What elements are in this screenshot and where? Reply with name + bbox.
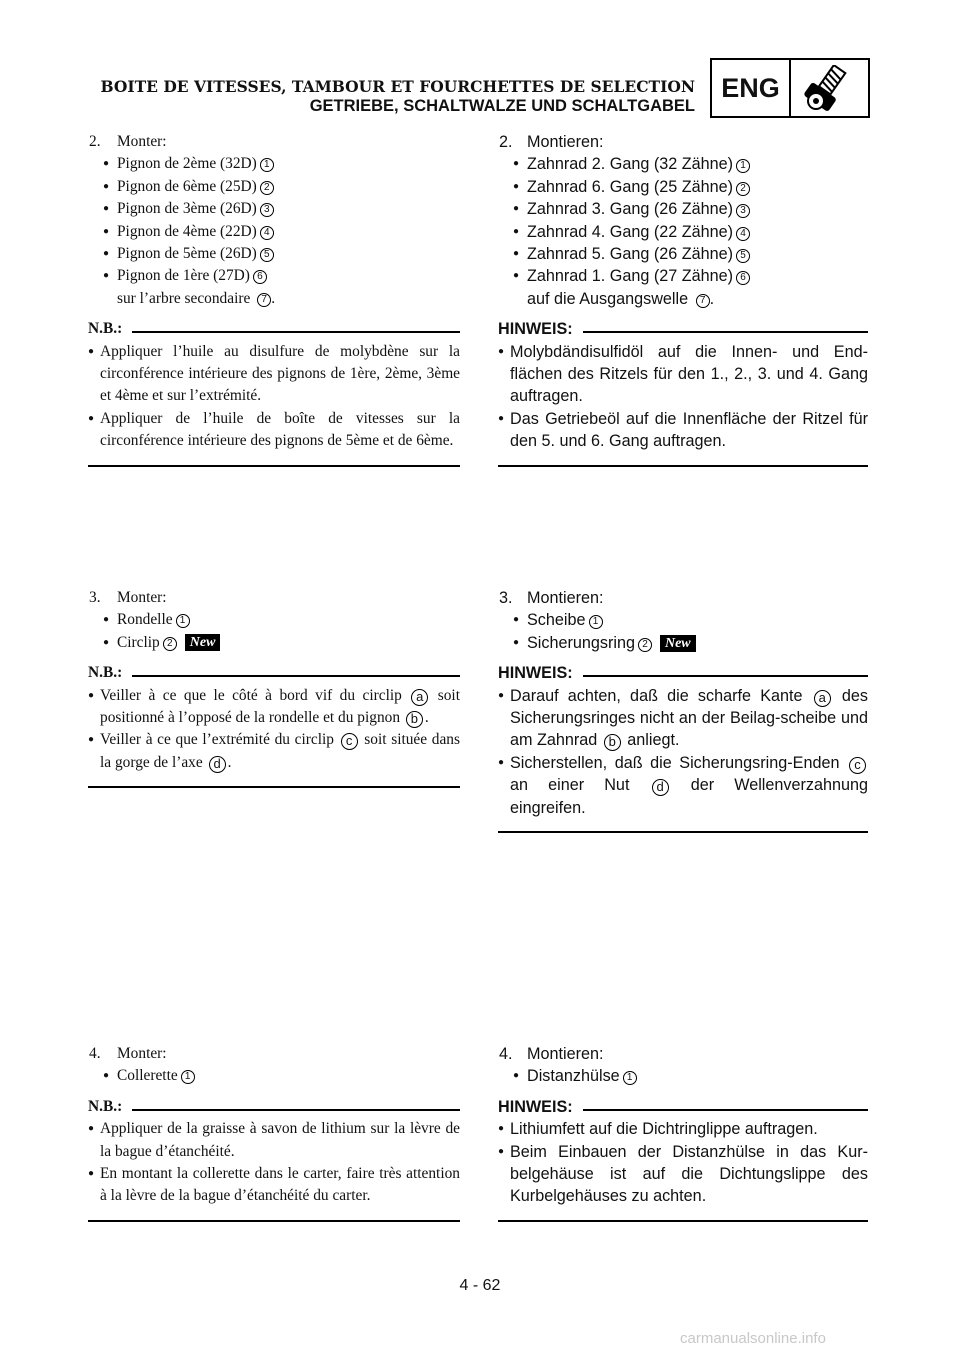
de-step-2 bbox=[498, 131, 868, 467]
note-item: ● Veiller à ce que l’extrémité du circlip c soit située dans la gorge de l’axe d . bbox=[88, 731, 460, 771]
step-action: Monter: bbox=[117, 1045, 167, 1062]
note-end-rule bbox=[88, 786, 460, 788]
note-header: HINWEIS: bbox=[498, 662, 868, 684]
note-item: ● En montant la collerette dans le carter, faire très attention à la lèvre de la bague d’étanchéité du carter. bbox=[88, 1165, 460, 1205]
ref-number: 3 bbox=[736, 204, 750, 218]
note-header: N.B.: bbox=[88, 662, 460, 684]
list-item: ● Pignon de 6ème (25D) 2 bbox=[88, 176, 460, 198]
note-end-rule bbox=[498, 465, 868, 467]
step-action: Montieren: bbox=[527, 589, 604, 607]
ref-number: 6 bbox=[736, 271, 750, 285]
ref-number: 1 bbox=[260, 158, 274, 172]
note-header: HINWEIS: bbox=[498, 1096, 868, 1118]
ref-number: 1 bbox=[589, 615, 603, 629]
step-number: 2. bbox=[89, 133, 101, 150]
ref-letter: b bbox=[604, 734, 621, 751]
step-number: 4. bbox=[499, 1045, 513, 1063]
page-number: 4 - 62 bbox=[459, 1277, 501, 1294]
step-number: 4. bbox=[89, 1045, 101, 1062]
note-header: N.B.: bbox=[88, 1096, 460, 1118]
fr-step-2 bbox=[88, 131, 460, 467]
new-part-badge: New bbox=[185, 634, 221, 651]
note-item: ● Lithiumfett auf die Dichtringlippe auftragen. bbox=[498, 1120, 818, 1139]
ref-number: 5 bbox=[736, 249, 750, 263]
note-end-rule bbox=[498, 831, 868, 833]
list-item: ● Pignon de 3ème (26D) 3 bbox=[88, 198, 460, 220]
ref-number: 3 bbox=[260, 203, 274, 217]
engine-bolt-icon bbox=[791, 60, 868, 116]
ref-number: 2 bbox=[638, 638, 652, 652]
ref-letter: a bbox=[814, 690, 831, 707]
note-item: ● Appliquer de la graisse à savon de lithium sur la lèvre de la bague d’étanchéité. bbox=[88, 1120, 460, 1160]
note-item: ● Beim Einbauen der Distanzhülse in das Kur-belgehäuse ist auf die Dichtungslippe des Kurbelgehäuses zu achten. bbox=[498, 1142, 868, 1206]
list-item: ● Pignon de 4ème (22D) 4 bbox=[88, 221, 460, 243]
ref-number: 2 bbox=[260, 181, 274, 195]
section-label: ENG bbox=[712, 60, 791, 116]
step-action: Montieren: bbox=[527, 133, 604, 151]
list-item: ● Sicherungsring 2 New bbox=[498, 632, 868, 654]
de-step-3 bbox=[498, 587, 868, 833]
ref-number: 7 bbox=[257, 293, 271, 307]
list-item: ● Zahnrad 2. Gang (32 Zähne) 1 bbox=[498, 153, 868, 175]
fr-step-3 bbox=[88, 587, 460, 788]
ref-number: 7 bbox=[696, 294, 710, 308]
ref-letter: d bbox=[209, 756, 226, 773]
header-title-fr: BOITE DE VITESSES, TAMBOUR ET FOURCHETTES DE SELECTION bbox=[100, 77, 695, 96]
step-number: 3. bbox=[499, 589, 513, 607]
ref-number: 1 bbox=[736, 159, 750, 173]
ref-number: 4 bbox=[736, 227, 750, 241]
list-item: ● Collerette 1 bbox=[88, 1065, 460, 1087]
de-step-4 bbox=[498, 1043, 868, 1222]
note-item: ● Appliquer l’huile au disulfure de molybdène sur la circonférence intérieure des pignons de 1ère, 2ème, 3ème et 4ème et sur l’extrémité. bbox=[88, 342, 460, 405]
note-item: ● Darauf achten, daß die scharfe Kante a des Sicherungsringes nicht an der Beilag-scheibe und am Zahnrad b anliegt. bbox=[498, 686, 868, 750]
list-item: ● Pignon de 2ème (32D) 1 bbox=[88, 153, 460, 175]
list-item: ● Zahnrad 5. Gang (26 Zähne) 5 bbox=[498, 243, 868, 265]
step-action: Monter: bbox=[117, 133, 167, 150]
ref-letter: b bbox=[406, 711, 423, 728]
fr-step-4 bbox=[88, 1043, 460, 1222]
ref-letter: a bbox=[411, 689, 428, 706]
ref-letter: c bbox=[849, 757, 866, 774]
note-item: ● Veiller à ce que le côté à bord vif du circlip a soit positionné à l’opposé de la rondelle et du pignon b . bbox=[88, 686, 460, 727]
section-badge bbox=[710, 58, 870, 118]
list-item: ● Distanzhülse 1 bbox=[498, 1065, 868, 1087]
list-item: ● Zahnrad 3. Gang (26 Zähne) 3 bbox=[498, 198, 868, 220]
ref-number: 1 bbox=[623, 1071, 637, 1085]
ref-number: 4 bbox=[260, 226, 274, 240]
ref-number: 1 bbox=[181, 1070, 195, 1084]
note-item: ● Molybdändisulfidöl auf die Innen- und End-flächen des Ritzels für den 1., 2., 3. und 4. Gang auftragen. bbox=[498, 342, 868, 406]
list-item: ● Pignon de 5ème (26D) 5 bbox=[88, 243, 460, 265]
list-item: ● Pignon de 1ère (27D) 6 bbox=[88, 265, 460, 287]
note-item: ● Das Getriebeöl auf die Innenfläche der Ritzel für den 5. und 6. Gang auftragen. bbox=[498, 409, 868, 451]
list-item: ● Zahnrad 4. Gang (22 Zähne) 4 bbox=[498, 221, 868, 243]
note-header: HINWEIS: bbox=[498, 318, 868, 340]
step-number: 3. bbox=[89, 589, 101, 606]
header-title-de: GETRIEBE, SCHALTWALZE UND SCHALTGABEL bbox=[309, 97, 695, 115]
ref-number: 2 bbox=[163, 637, 177, 651]
ref-number: 1 bbox=[176, 614, 190, 628]
note-item: ● Sicherstellen, daß die Sicherungsring-Enden c an einer Nut d der Wellenverzahnung eingreifen. bbox=[498, 753, 868, 817]
step-action: Montieren: bbox=[527, 1045, 604, 1063]
ref-letter: c bbox=[341, 733, 358, 750]
note-end-rule bbox=[88, 1220, 460, 1222]
ref-number: 5 bbox=[260, 248, 274, 262]
step-action: Monter: bbox=[117, 589, 167, 606]
list-item: ● Scheibe 1 bbox=[498, 609, 868, 631]
ref-letter: d bbox=[652, 779, 669, 796]
list-item: ● Rondelle 1 bbox=[88, 609, 460, 631]
note-header: N.B.: bbox=[88, 318, 460, 340]
list-item: ● Circlip 2 New bbox=[88, 632, 460, 654]
list-suffix: auf die Ausgangswelle 7 . bbox=[527, 289, 715, 308]
note-end-rule bbox=[498, 1220, 868, 1222]
step-number: 2. bbox=[499, 133, 513, 151]
note-item: ● Appliquer de l’huile de boîte de vitesses sur la circonférence intérieure des pignons de 5ème et de 6ème. bbox=[88, 409, 460, 450]
ref-number: 6 bbox=[253, 270, 267, 284]
watermark: carmanualsonline.info bbox=[680, 1330, 826, 1347]
list-item: ● Zahnrad 6. Gang (25 Zähne) 2 bbox=[498, 176, 868, 198]
list-item: ● Zahnrad 1. Gang (27 Zähne) 6 bbox=[498, 265, 868, 287]
list-suffix: sur l’arbre secondaire 7 . bbox=[117, 289, 276, 307]
ref-number: 2 bbox=[736, 182, 750, 196]
new-part-badge: New bbox=[660, 635, 696, 652]
note-end-rule bbox=[88, 465, 460, 467]
